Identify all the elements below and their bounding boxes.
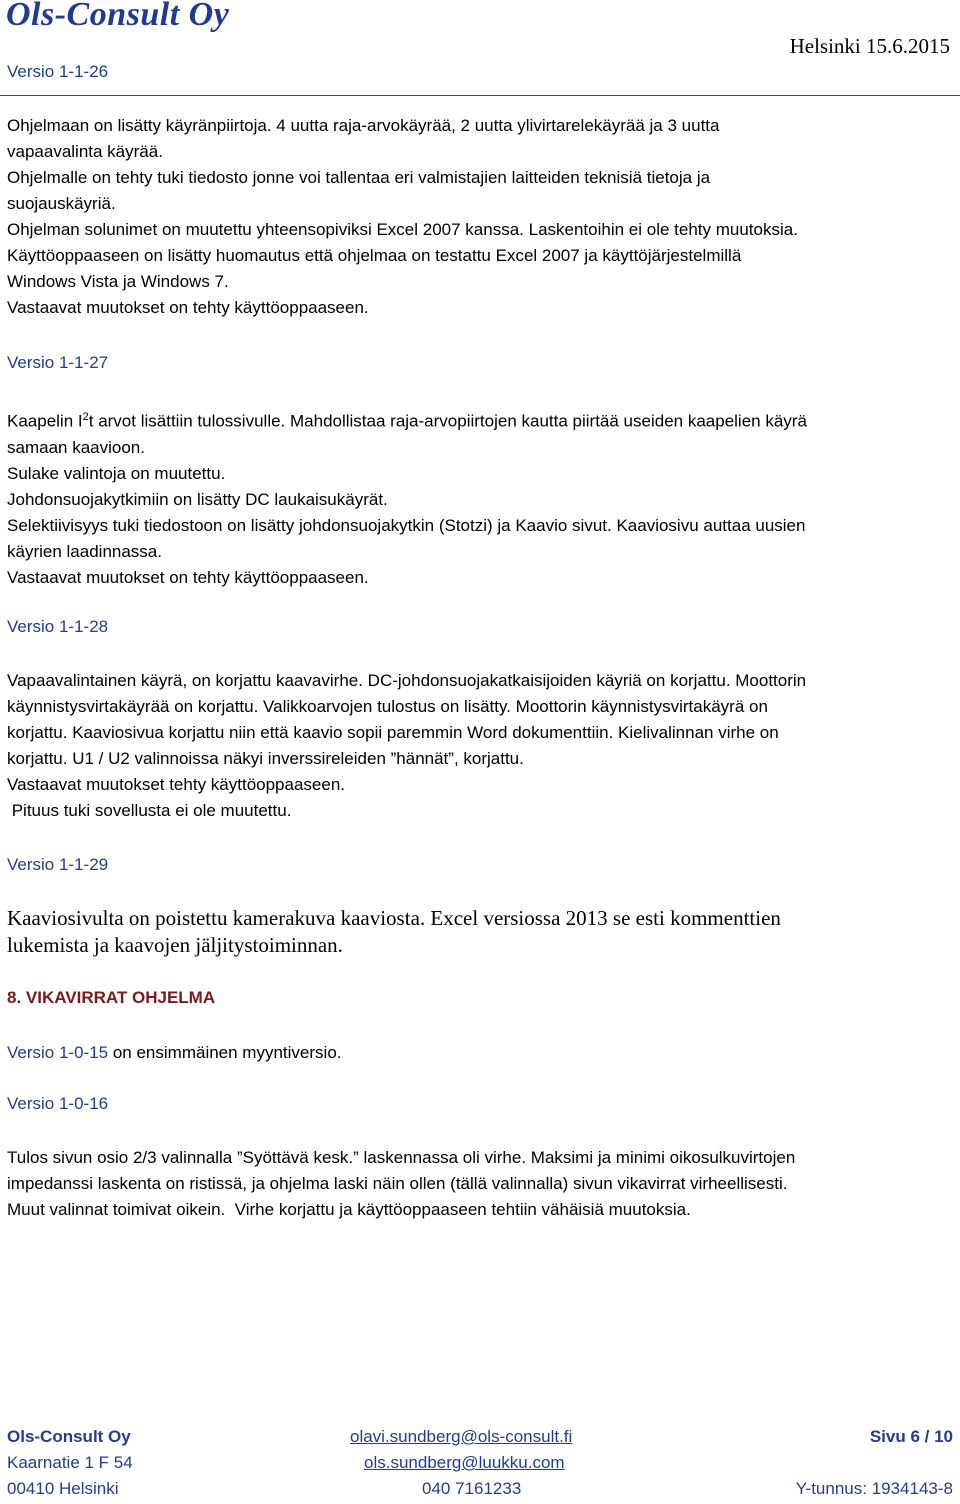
text-line: Ohjelman solunimet on muutettu yhteensopiviksi Excel 2007 kanssa. Laskentoihin ei ole tehty muutoksia. (7, 220, 798, 239)
version-label: Versio 1-0-15 (7, 1043, 109, 1062)
text-line: Ohjelmalle on tehty tuki tiedosto jonne voi tallentaa eri valmistajien laitteiden teknisiä tietoja ja (7, 168, 711, 187)
text-line: Windows Vista ja Windows 7. (7, 272, 229, 291)
text-line (7, 404, 952, 435)
text-line (7, 1040, 952, 1066)
text-line: Ohjelmaan on lisätty käyränpiirtoja. 4 uutta raja-arvokäyrää, 2 uutta ylivirtarelekäyrää ja 3 uutta (7, 116, 720, 135)
text-line: Tulos sivun osio 2/3 valinnalla ”Syöttävä kesk.” laskennassa oli virhe. Maksimi ja minimi oikosulkuvirtojen (7, 1148, 796, 1167)
text-line: suojauskäyriä. (7, 194, 116, 213)
section-title-v29: Versio 1-1-29 (7, 855, 109, 874)
footer-street: Kaarnatie 1 F 54 (7, 1453, 133, 1472)
text-line: Selektiivisyys tuki tiedostoon on lisätty johdonsuojakytkin (Stotzi) ja Kaavio sivut. Kaaviosivu auttaa uusien (7, 515, 806, 535)
paragraph-v29 (7, 905, 952, 959)
footer-city: 00410 Helsinki (7, 1479, 119, 1498)
footer-email-primary[interactable]: olavi.sundberg@ols-consult.fi (350, 1427, 573, 1446)
text-fragment: t arvot lisättiin tulossivulle. Mahdollistaa raja-arvopiirtojen kautta piirtää useiden kaapelien käyrä (88, 411, 807, 431)
paragraph-v16 (7, 1145, 952, 1223)
paragraph-v26 (7, 113, 952, 321)
text-line: käynnistysvirtakäyrää on korjattu. Valikkoarvojen tulostus on lisätty. Moottorin käynnistysvirtakäyrä on (7, 697, 768, 716)
section-title-v28: Versio 1-1-28 (7, 617, 109, 636)
header-divider (0, 95, 960, 96)
paragraph-v28 (7, 668, 952, 824)
text-line: Vastaavat muutokset on tehty käyttöoppaaseen. (7, 298, 369, 317)
text-line: Johdonsuojakytkimiin on lisätty DC laukaisukäyrät. (7, 489, 388, 509)
text-line: impedanssi laskenta on ristissä, ja ohjelma laski näin ollen (tällä valinnalla) sivun vikavirrat virheellisesti. (7, 1174, 788, 1193)
text-line: korjattu. Kaaviosivua korjattu niin että kaavio sopii paremmin Word dokumenttiin. Kielivalinnan virhe on (7, 723, 779, 742)
footer-email-secondary[interactable]: ols.sundberg@luukku.com (364, 1453, 565, 1472)
text-line: käyrien laadinnassa. (7, 541, 162, 561)
footer-company: Ols-Consult Oy (7, 1427, 131, 1446)
footer-business-id: Y-tunnus: 1934143-8 (795, 1479, 953, 1498)
version-note (7, 1040, 952, 1066)
text-line: Pituus tuki sovellusta ei ole muutettu. (7, 801, 292, 820)
superscript: 2 (82, 411, 89, 423)
text-line: lukemista ja kaavojen jäljitystoiminnan. (7, 933, 343, 957)
text-line: korjattu. U1 / U2 valinnoissa näkyi inverssireleiden ”hännät”, korjattu. (7, 749, 524, 768)
footer-phone: 040 7161233 (422, 1479, 522, 1498)
section-title-v27: Versio 1-1-27 (7, 353, 109, 372)
text-line: Muut valinnat toimivat oikein. Virhe korjattu ja käyttöoppaaseen tehtiin vähäisiä muutoksia. (7, 1200, 691, 1219)
text-fragment: on ensimmäinen myyntiversio. (108, 1043, 342, 1062)
text-line: Vastaavat muutokset tehty käyttöoppaaseen. (7, 775, 346, 794)
text-line: Vastaavat muutokset on tehty käyttöoppaaseen. (7, 567, 369, 587)
chapter-heading: 8. VIKAVIRRAT OHJELMA (7, 988, 216, 1007)
company-logo: Ols-Consult Oy (6, 0, 230, 33)
footer-page-number: Sivu 6 / 10 (869, 1427, 953, 1446)
section-title-v16: Versio 1-0-16 (7, 1094, 109, 1113)
section-title-v26: Versio 1-1-26 (7, 62, 109, 81)
text-line: vapaavalinta käyrää. (7, 142, 163, 161)
text-line: samaan kaavioon. (7, 437, 145, 457)
paragraph-v27 (7, 404, 952, 591)
text-fragment: Kaapelin I (7, 411, 83, 431)
header-date: Helsinki 15.6.2015 (789, 34, 950, 58)
text-line: Kaaviosivulta on poistettu kamerakuva kaaviosta. Excel versiossa 2013 se esti kommenttien (7, 906, 781, 930)
text-line: Vapaavalintainen käyrä, on korjattu kaavavirhe. DC-johdonsuojakatkaisijoiden käyriä on korjattu. Moottorin (7, 671, 807, 690)
text-line: Sulake valintoja on muutettu. (7, 463, 226, 483)
text-line: Käyttöoppaaseen on lisätty huomautus että ohjelmaa on testattu Excel 2007 ja käyttöjärjestelmillä (7, 246, 742, 265)
